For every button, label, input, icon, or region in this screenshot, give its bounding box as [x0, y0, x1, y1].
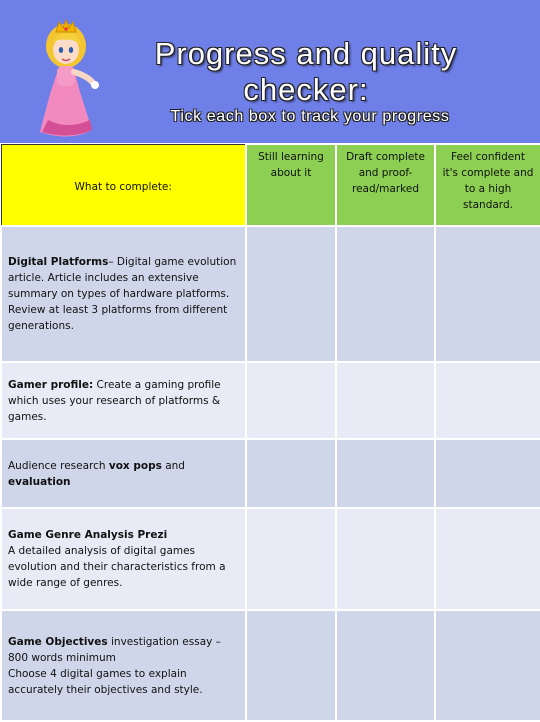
- column-header-draft-complete: Draft complete and proof-read/marked: [336, 144, 435, 226]
- tick-box-draft-complete[interactable]: [336, 610, 435, 721]
- task-cell: Gamer profile: Create a gaming profile which uses your research of platforms & games.: [1, 362, 246, 439]
- page-header: [0, 0, 540, 143]
- column-header-still-learning: Still learning about it: [246, 144, 336, 226]
- tick-box-draft-complete[interactable]: [336, 362, 435, 439]
- task-cell: Game Genre Analysis Prezi A detailed analysis of digital games evolution and their characteristics from a wide range of genres.: [1, 508, 246, 610]
- table-row: [1, 226, 540, 362]
- tick-box-still-learning[interactable]: [246, 508, 336, 610]
- task-cell: Digital Platforms– Digital game evolution article. Article includes an extensive summary on types of hardware platforms. Review at least 3 platforms from different generations.: [1, 226, 246, 362]
- table-row: [1, 362, 540, 439]
- tick-box-draft-complete[interactable]: [336, 226, 435, 362]
- page-subtitle: Tick each box to track your progress: [170, 108, 450, 125]
- column-header-task: What to complete:: [1, 144, 246, 226]
- tick-box-feel-confident[interactable]: [435, 226, 540, 362]
- tick-box-still-learning[interactable]: [246, 610, 336, 721]
- page-title: Progress and quality checker:: [154, 36, 458, 107]
- tick-box-still-learning[interactable]: [246, 362, 336, 439]
- table-row: [1, 508, 540, 610]
- table-row: [1, 610, 540, 721]
- progress-table: [0, 143, 540, 722]
- table-row: [1, 439, 540, 508]
- column-header-feel-confident: Feel confident it's complete and to a high standard.: [435, 144, 540, 226]
- tick-box-feel-confident[interactable]: [435, 508, 540, 610]
- tick-box-feel-confident[interactable]: [435, 610, 540, 721]
- tick-box-draft-complete[interactable]: [336, 439, 435, 508]
- tick-box-feel-confident[interactable]: [435, 362, 540, 439]
- table-header-row: [1, 144, 540, 226]
- task-cell: Game Objectives investigation essay – 800 words minimum Choose 4 digital games to explain accurately their objectives and style.: [1, 610, 246, 721]
- task-cell: Audience research vox pops and evaluation: [1, 439, 246, 508]
- tick-box-still-learning[interactable]: [246, 226, 336, 362]
- princess-character-icon: [28, 12, 112, 142]
- tick-box-still-learning[interactable]: [246, 439, 336, 508]
- tick-box-feel-confident[interactable]: [435, 439, 540, 508]
- tick-box-draft-complete[interactable]: [336, 508, 435, 610]
